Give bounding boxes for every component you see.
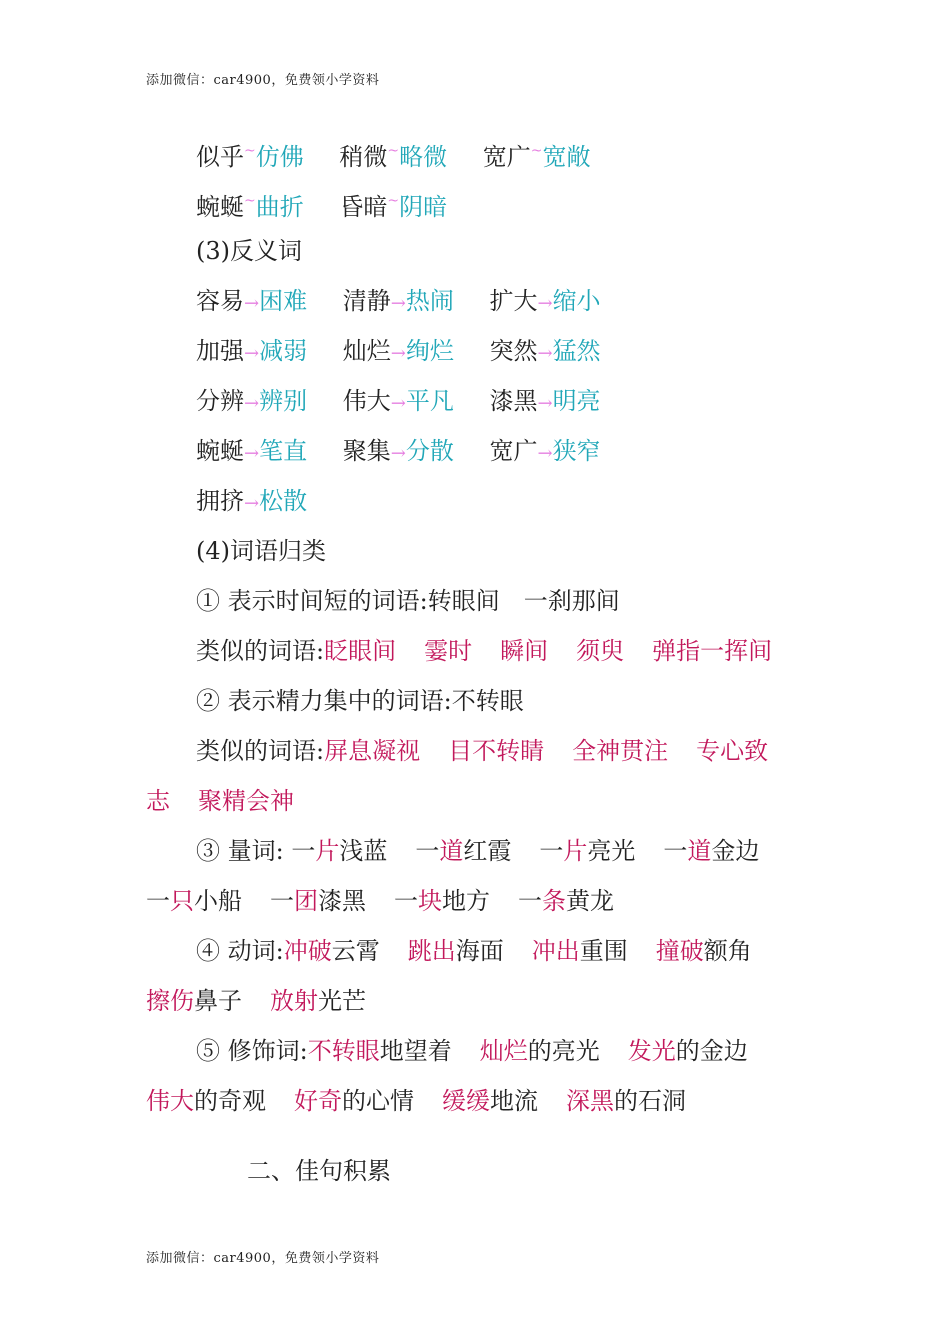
- similar-2-cont: [146, 786, 294, 816]
- item-3: [196, 836, 759, 866]
- measure-phrase: [539, 836, 635, 866]
- measure-word: 片: [563, 837, 588, 865]
- item-label: ⑤ 修饰词:: [196, 1037, 308, 1065]
- word: 一: [518, 887, 542, 915]
- word: 小船: [194, 887, 242, 915]
- synonym-pair: [483, 136, 591, 172]
- antonym-word: 平凡: [405, 387, 454, 415]
- word: 金边: [711, 837, 760, 865]
- antonym-word: 热闹: [405, 287, 454, 315]
- modifier-word: 缓缓: [442, 1087, 490, 1115]
- word: 突然: [489, 337, 538, 365]
- antonym-word: 缩小: [552, 287, 601, 315]
- word: 红霞: [463, 837, 512, 865]
- verb-word: 擦伤: [146, 987, 194, 1015]
- word: 的奇观: [194, 1087, 266, 1115]
- word: 蜿蜒: [196, 193, 244, 221]
- arrow-icon: →: [537, 343, 553, 364]
- modifier-phrase: [566, 1087, 686, 1115]
- modifier-word: 伟大: [146, 1087, 194, 1115]
- modifier-phrase: [442, 1086, 538, 1116]
- tilde-mark: ~: [387, 193, 400, 209]
- antonym-word: 狭窄: [552, 437, 601, 465]
- modifier-word: 好奇: [294, 1087, 342, 1115]
- word: 地流: [490, 1087, 538, 1115]
- modifier-word: 不转眼: [307, 1037, 380, 1065]
- antonym-word: 明亮: [552, 387, 601, 415]
- measure-word: 块: [418, 887, 442, 915]
- tilde-mark: ~: [530, 143, 543, 159]
- antonym-word: 猛然: [552, 337, 601, 365]
- tilde-mark: ~: [244, 193, 256, 209]
- similar-word: 瞬间: [500, 637, 549, 665]
- modifier-phrase: [480, 1036, 600, 1066]
- similar-word: 志: [146, 787, 170, 815]
- arrow-icon: →: [244, 443, 260, 464]
- word: 一: [415, 837, 440, 865]
- similar-label: 类似的词语:: [196, 737, 325, 765]
- verb-phrase: [284, 936, 380, 966]
- antonym-word: 减弱: [259, 337, 308, 365]
- antonym-pair: [489, 386, 600, 419]
- word: 容易: [196, 287, 244, 315]
- similar-word: 眨眼间: [324, 637, 397, 665]
- antonym-word: 绚烂: [405, 337, 454, 365]
- item-label: ④ 动词:: [196, 937, 284, 965]
- verb-word: 跳出: [407, 937, 456, 965]
- item-label: ③ 量词:: [196, 837, 284, 865]
- measure-word: 团: [294, 887, 318, 915]
- item-label: ① 表示时间短的词语:: [196, 587, 428, 615]
- synonym-pair: [339, 136, 447, 172]
- antonym-pair: [489, 286, 600, 319]
- antonym-pair: [196, 286, 307, 319]
- similar-label: 类似的词语:: [196, 637, 325, 665]
- measure-word: 道: [687, 837, 712, 865]
- classify-title: (4)词语归类: [196, 537, 326, 565]
- item-5-cont: [146, 1086, 686, 1116]
- item-5: [196, 1036, 748, 1066]
- word: 一: [394, 887, 418, 915]
- word: 光芒: [318, 987, 366, 1015]
- word: 漆黑: [489, 387, 538, 415]
- measure-word: 条: [542, 887, 566, 915]
- word: 昏暗: [339, 193, 388, 221]
- word: 宽广: [482, 143, 531, 171]
- antonym-pair: [489, 336, 600, 369]
- word: 伟大: [342, 387, 391, 415]
- verb-word: 放射: [270, 987, 318, 1015]
- measure-phrase: [394, 886, 490, 916]
- item-2: [196, 686, 524, 716]
- antonym-word: 松散: [259, 487, 308, 515]
- similar-word: 聚精会神: [198, 787, 294, 815]
- antonym-pair: [196, 486, 307, 519]
- measure-phrase: [415, 836, 511, 866]
- item-4-cont: [146, 986, 366, 1016]
- word: 蜿蜒: [196, 437, 244, 465]
- similar-word: 目不转睛: [448, 737, 545, 765]
- verb-word: 冲出: [531, 937, 580, 965]
- similar-word: 屏息凝视: [324, 737, 421, 765]
- measure-phrase: [270, 886, 366, 916]
- antonym-pair: [343, 436, 454, 469]
- verb-phrase: [270, 987, 366, 1015]
- synonym-pair: [196, 136, 304, 172]
- word: 扩大: [489, 287, 538, 315]
- modifier-word: 发光: [627, 1037, 676, 1065]
- antonym-word: 困难: [259, 287, 308, 315]
- antonym-row-1: [196, 286, 629, 319]
- tilde-mark: ~: [244, 143, 256, 159]
- antonym-word: 分散: [405, 437, 454, 465]
- antonym-row-3: [196, 386, 629, 419]
- measure-word: 片: [315, 837, 340, 865]
- word: 的心情: [342, 1087, 414, 1115]
- synonym-pair: [339, 186, 447, 222]
- word: 分辨: [196, 387, 244, 415]
- similar-1: [196, 636, 772, 666]
- arrow-icon: →: [390, 393, 406, 414]
- antonym-pair: [343, 286, 454, 319]
- item-3-cont: [146, 886, 614, 916]
- modifier-word: 灿烂: [479, 1037, 528, 1065]
- synonym-pair: [196, 186, 304, 222]
- antonym-pair: [196, 436, 307, 469]
- similar-word: 霎时: [424, 637, 473, 665]
- antonym-word: 笔直: [259, 437, 308, 465]
- word: 浅蓝: [339, 837, 388, 865]
- modifier-phrase: [294, 1086, 414, 1116]
- antonym-title: (3)反义词: [196, 237, 302, 265]
- word: 灿烂: [342, 337, 391, 365]
- word: 黄龙: [566, 887, 614, 915]
- antonym-word: 辨别: [259, 387, 308, 415]
- verb-word: 冲破: [283, 937, 332, 965]
- similar-word: 全神贯注: [572, 737, 669, 765]
- synonym-row-2: [196, 186, 475, 222]
- similar-word: 须臾: [576, 637, 625, 665]
- synonym-row-1: [196, 136, 618, 172]
- arrow-icon: →: [390, 293, 406, 314]
- word: 一: [291, 837, 316, 865]
- section-heading: 二、佳句积累: [247, 1157, 391, 1185]
- similar-word: 专心致: [696, 737, 769, 765]
- verb-phrase: [656, 937, 752, 965]
- word: 重围: [579, 937, 628, 965]
- similar-2: [196, 736, 768, 766]
- arrow-icon: →: [537, 443, 553, 464]
- synonym-word: 宽敞: [542, 143, 591, 171]
- modifier-phrase: [146, 1086, 266, 1116]
- tilde-mark: ~: [387, 143, 400, 159]
- antonym-pair: [343, 386, 454, 419]
- modifier-word: 深黑: [566, 1087, 614, 1115]
- verb-phrase: [408, 936, 504, 966]
- word: 拥挤: [196, 487, 244, 515]
- word: 亮光: [587, 837, 636, 865]
- item-1: [196, 586, 620, 616]
- word: 额角: [703, 937, 752, 965]
- arrow-icon: →: [244, 393, 260, 414]
- arrow-icon: →: [244, 343, 260, 364]
- arrow-icon: →: [537, 393, 553, 414]
- antonym-pair: [489, 436, 600, 469]
- antonym-row-5: [196, 486, 335, 519]
- word: 稍微: [339, 143, 388, 171]
- word: 鼻子: [194, 987, 242, 1015]
- word: 地望着: [379, 1037, 452, 1065]
- word: 一: [270, 887, 294, 915]
- measure-phrase: [518, 887, 614, 915]
- item-words: 转眼间 一刹那间: [427, 587, 620, 615]
- modifier-phrase: [628, 1037, 748, 1065]
- antonym-pair: [343, 336, 454, 369]
- arrow-icon: →: [537, 293, 553, 314]
- item-4: [196, 936, 752, 966]
- measure-word: 道: [439, 837, 464, 865]
- word: 聚集: [342, 437, 391, 465]
- word: 一: [146, 887, 170, 915]
- verb-phrase: [532, 936, 628, 966]
- word: 漆黑: [318, 887, 366, 915]
- page-footer: 添加微信：car4900，免费领小学资料: [146, 1251, 380, 1266]
- word: 似乎: [196, 143, 244, 171]
- antonym-pair: [196, 386, 307, 419]
- similar-word: 弹指一挥间: [652, 637, 773, 665]
- measure-word: 只: [170, 887, 194, 915]
- word: 清静: [342, 287, 391, 315]
- antonym-row-2: [196, 336, 629, 369]
- word: 宽广: [489, 437, 538, 465]
- measure-phrase: [663, 837, 759, 865]
- word: 的亮光: [527, 1037, 600, 1065]
- synonym-word: 略微: [399, 143, 448, 171]
- arrow-icon: →: [390, 343, 406, 364]
- page-header: 添加微信：car4900，免费领小学资料: [146, 73, 380, 88]
- arrow-icon: →: [244, 493, 260, 514]
- word: 地方: [442, 887, 490, 915]
- verb-phrase: [146, 986, 242, 1016]
- verb-word: 撞破: [655, 937, 704, 965]
- word: 加强: [196, 337, 244, 365]
- synonym-word: 阴暗: [399, 193, 448, 221]
- synonym-word: 仿佛: [255, 143, 304, 171]
- word: 一: [539, 837, 564, 865]
- word: 的石洞: [614, 1087, 686, 1115]
- modifier-phrase: [308, 1036, 452, 1066]
- arrow-icon: →: [244, 293, 260, 314]
- antonym-row-4: [196, 436, 629, 469]
- arrow-icon: →: [390, 443, 406, 464]
- word: 一: [663, 837, 688, 865]
- antonym-pair: [196, 336, 307, 369]
- word: 云霄: [331, 937, 380, 965]
- measure-phrase: [146, 886, 242, 916]
- item-label: ② 表示精力集中的词语:: [196, 687, 452, 715]
- item-words: 不转眼: [451, 687, 524, 715]
- word: 的金边: [675, 1037, 748, 1065]
- synonym-word: 曲折: [255, 193, 304, 221]
- word: 海面: [455, 937, 504, 965]
- measure-phrase: [291, 836, 387, 866]
